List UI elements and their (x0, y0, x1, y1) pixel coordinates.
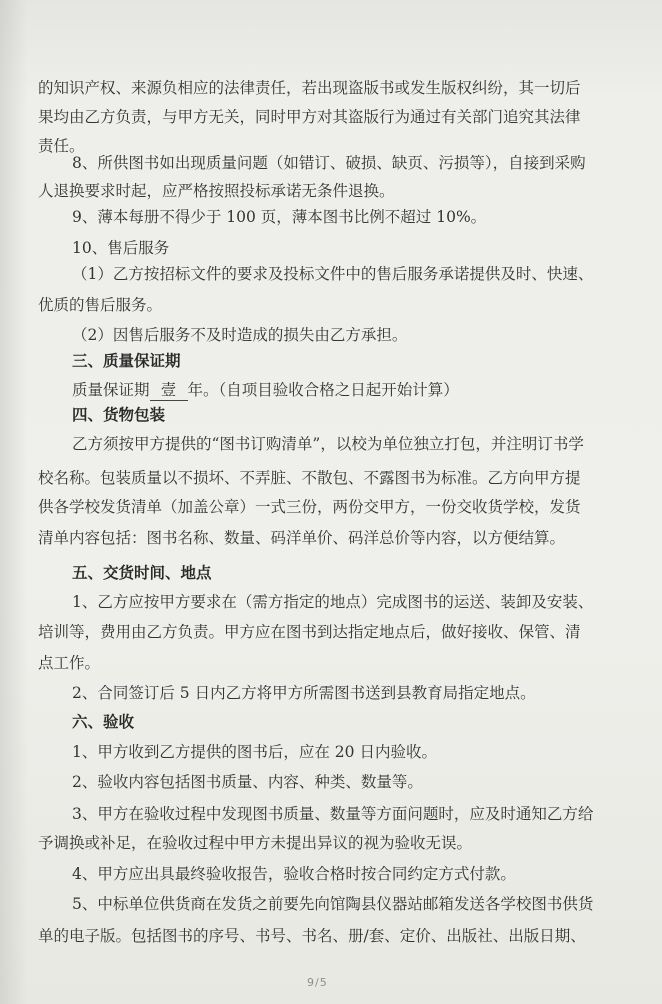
paragraph-line: 10、售后服务 (72, 239, 170, 257)
paragraph-line: 8、所供图书如出现质量问题（如错订、破损、缺页、污损等），自接到采购 (72, 154, 586, 172)
paragraph-line: 2、验收内容包括图书质量、内容、种类、数量等。 (72, 773, 423, 791)
paragraph-line: 单的电子版。包括图书的序号、书号、书名、册/套、定价、出版社、出版日期、 (38, 927, 586, 945)
paragraph-line (72, 379, 459, 401)
paragraph-line: 1、甲方收到乙方提供的图书后，应在 20 日内验收。 (72, 743, 437, 761)
warranty-text-after: 年。（自项目验收合格之日起开始计算） (187, 381, 459, 399)
paragraph-line: 责任。 (38, 137, 85, 155)
page-number: 9/5 (307, 976, 328, 989)
warranty-year-field: 壹 (150, 381, 188, 401)
paragraph-line: 培训等，费用由乙方负责。甲方应在图书到达指定地点后，做好接收、保管、清 (38, 623, 581, 641)
paragraph-line: 人退换要求时起，应严格按照投标承诺无条件退换。 (38, 182, 395, 200)
paragraph-line: 5、中标单位供货商在发货之前要先向馆陶县仪器站邮箱发送各学校图书供货 (72, 895, 594, 913)
paragraph-line: 9、薄本每册不得少于 100 页，薄本图书比例不超过 10%。 (72, 208, 487, 226)
paragraph-line: 予调换或补足，在验收过程中甲方未提出异议的视为验收无误。 (38, 834, 473, 852)
paragraph-line: （2）因售后服务不及时造成的损失由乙方承担。 (72, 326, 408, 344)
paragraph-line: 2、合同签订后 5 日内乙方将甲方所需图书送到县教育局指定地点。 (72, 684, 536, 702)
paragraph-line: 1、乙方应按甲方要求在（需方指定的地点）完成图书的运送、装卸及安装、 (72, 593, 594, 611)
paragraph-line: 的知识产权、来源负相应的法律责任，若出现盗版书或发生版权纠纷，其一切后 (38, 79, 581, 97)
paragraph-line: 供各学校发货清单（加盖公章）一式三份，两份交甲方，一份交收货学校，发货 (38, 498, 581, 516)
warranty-text-before: 质量保证期 (72, 381, 150, 399)
paragraph-line: 果均由乙方负责，与甲方无关，同时甲方对其盗版行为通过有关部门追究其法律 (38, 108, 581, 126)
section-heading: 四、货物包装 (72, 405, 166, 424)
paragraph-line: 校名称。包装质量以不损坏、不弄脏、不散包、不露图书为标准。乙方向甲方提 (38, 469, 581, 487)
paragraph-line: 乙方须按甲方提供的“图书订购清单”，以校为单位独立打包，并注明订书学 (72, 435, 584, 453)
paragraph-line: （1）乙方按招标文件的要求及投标文件中的售后服务承诺提供及时、快速、 (72, 265, 594, 283)
section-heading: 六、验收 (72, 712, 135, 731)
paragraph-line: 点工作。 (38, 654, 101, 672)
page-left-shadow (0, 0, 28, 1004)
paragraph-line: 3、甲方在验收过程中发现图书质量、数量等方面问题时，应及时通知乙方给 (72, 805, 594, 823)
paragraph-line: 4、甲方应出具最终验收报告，验收合格时按合同约定方式付款。 (72, 865, 516, 883)
section-heading: 三、质量保证期 (72, 351, 181, 370)
section-heading: 五、交货时间、地点 (72, 563, 212, 582)
paragraph-line: 清单内容包括：图书名称、数量、码洋单价、码洋总价等内容，以方便结算。 (38, 529, 566, 547)
paragraph-line: 优质的售后服务。 (38, 296, 163, 314)
